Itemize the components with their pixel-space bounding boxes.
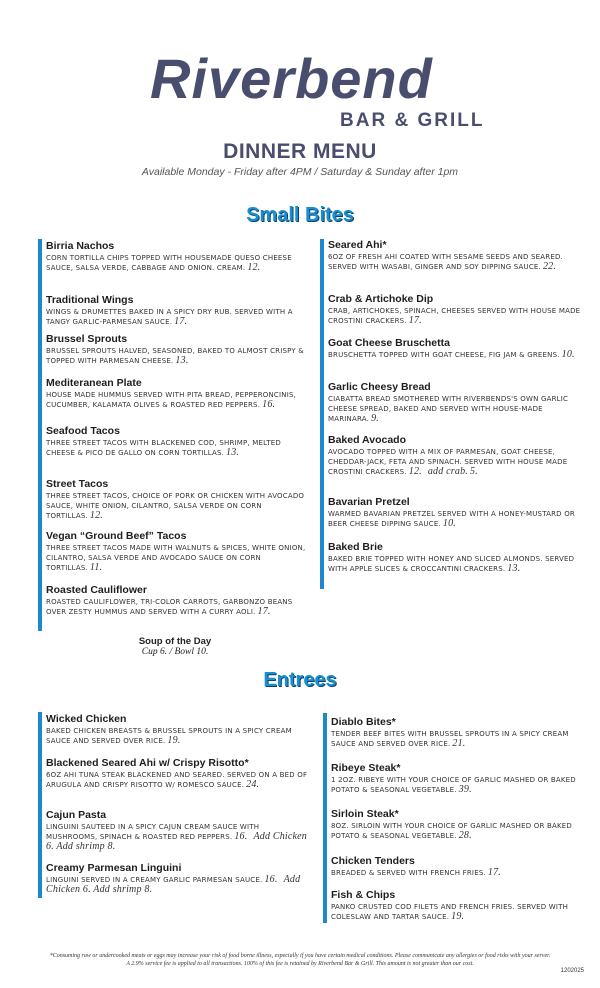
menu-item-name: Crab & Artichoke Dip [328,293,434,305]
menu-item [46,240,308,273]
menu-item-description-text: LINGUINI SERVED IN A CREAMY GARLIC PARMESAN SAUCE. [46,876,263,884]
menu-item [328,541,590,574]
small-bites-left-column [38,239,46,631]
menu-item-name: Mediteranean Plate [46,377,142,389]
menu-item-description-text: CORN TORTILLA CHIPS TOPPED WITH HOUSEMADE QUESO CHEESE SAUCE, SALSA VERDE, CABBAGE AND ONION. CREAM. [46,254,292,272]
menu-item-addon-price: 5. [470,466,478,477]
menu-item-description [46,597,308,617]
menu-item-addon: Add Chicken 6. Add shrimp 8. [46,874,301,895]
menu-item-name: Seafood Tacos [46,425,120,437]
menu-item [46,333,308,366]
menu-item-name: Seared Ahi* [328,239,387,251]
menu-item-price: 13. [175,355,189,366]
restaurant-logo [0,36,600,136]
logo-brand: Riverbend [150,47,433,110]
menu-item [46,862,308,895]
footer-line-1: *Consuming raw or undercooked meats or eggs may increase your risk of food borne illness, especially if you have certain medical conditions. Please communicate any allergies or food risks with your server. [49,953,551,959]
menu-item-price: 13. [226,447,240,458]
menu-item-description-text: WINGS & DRUMETTES BAKED IN A SPICY DRY RUB. SERVED WITH A TANGY GARLIC-PARMESAN SAUCE. [46,308,293,326]
menu-item-description [46,543,308,573]
menu-item-description [331,902,593,922]
menu-item-price: 19. [451,911,465,922]
menu-item-addon: Add Chicken 6. Add shrimp 8. [46,831,308,852]
menu-item-price: 16. [262,399,276,410]
menu-item-price: 10. [561,349,575,360]
menu-item [46,425,308,458]
menu-item-description [46,390,308,410]
menu-item-description-text: 6OZ OF FRESH AHI COATED WITH SESAME SEEDS AND SEARED. SERVED WITH WASABI, GINGER AND SOY DIPPING SAUCE. [328,253,563,271]
menu-item-name: Fish & Chips [331,889,396,901]
menu-item-price: 39. [458,784,472,795]
menu-item [331,762,593,795]
menu-item-description-text: BRUSCHETTA TOPPED WITH GOAT CHEESE, FIG JAM & GREENS. [328,351,560,359]
menu-item-name: Brussel Sprouts [46,333,128,345]
menu-item [46,757,308,790]
menu-item-price: 12. [408,466,422,477]
menu-item-description-text: BREADED & SERVED WITH FRENCH FRIES. [331,869,486,877]
menu-item-name: Street Tacos [46,478,109,490]
menu-item-description [46,875,308,895]
menu-item-price: 10. [442,518,457,529]
menu-item-name: Blackened Seared Ahi w/ Crispy Risotto* [46,757,249,769]
menu-item-description [331,821,593,841]
menu-item-price: 11. [89,562,103,573]
menu-item-description [328,447,590,477]
menu-item-description [328,252,590,272]
menu-item-description [46,307,308,327]
menu-item-name: Creamy Parmesan Linguini [46,862,182,874]
menu-item-name: Cajun Pasta [46,809,107,821]
soup-desc: Cup 6. / Bowl 10. [141,647,209,657]
menu-item-description-text: THREE STREET TACOS, CHOICE OF PORK OR CHICKEN WITH AVOCADO SAUCE, WHITE ONION, CILANTRO, SALSA VERDE ON CORN TORTILLAS. [46,492,305,520]
section-title-small-bites: Small Bites [246,204,354,226]
menu-item-price: 24. [246,779,260,790]
menu-item [328,496,590,529]
menu-item [46,478,308,521]
menu-item-description-text: WARMED BAVARIAN PRETZEL SERVED WITH A HONEY-MUSTARD OR BEER CHEESE DIPPING SAUCE. [328,510,575,528]
menu-item-description-text: BAKED BRIE TOPPED WITH HONEY AND SLICED ALMONDS. SERVED WITH APPLE SLICES & CROCCANTINI CRACKERS. [328,555,575,573]
menu-item [331,855,593,878]
menu-item-name: Roasted Cauliflower [46,584,147,596]
menu-item-name: Sirloin Steak* [331,808,399,820]
menu-item-name: Baked Brie [328,541,383,553]
menu-item-description [328,306,590,326]
menu-item-description-text: 6OZ AHI TUNA STEAK BLACKENED AND SEARED. SERVED ON A BED OF ARUGULA AND CRISPY RISOTTO W/ ROMESCO SAUCE. [46,771,308,789]
menu-item-description-text: THREE STREET TACOS WITH BLACKENED COD, SHRIMP, MELTED CHEESE & PICO DE GALLO ON CORN TORTILLAS. [46,439,281,457]
soup-name: Soup of the Day [138,636,212,647]
menu-item-price: 13. [507,563,521,574]
menu-item-price: 17. [487,867,501,878]
logo-tagline: BAR & GRILL [340,110,485,131]
menu-item [331,716,593,749]
menu-item-name: Traditional Wings [46,294,134,306]
menu-item-name: Bavarian Pretzel [328,496,410,508]
menu-item-name: Wicked Chicken [46,713,127,725]
menu-item-price: 28. [458,830,472,841]
menu-title: DINNER MENU [223,140,377,163]
menu-item-name: Baked Avocado [328,434,406,446]
menu-item [328,337,590,360]
menu-item [328,381,590,424]
menu-item-description [46,726,308,746]
menu-item-description-text: TENDER BEEF BITES WITH BRUSSEL SPROUTS IN A SPICY CREAM SAUCE AND SERVED OVER RICE. [331,730,569,748]
entrees-right-column [323,713,331,923]
menu-item-description-text: BAKED CHICKEN BREASTS & BRUSSEL SPROUTS IN A SPICY CREAM SAUCE AND SERVED OVER RICE. [46,727,292,745]
menu-item-price: 16. [234,831,248,842]
menu-item-description-text: CIABATTA BREAD SMOTHERED WITH RIVERBENDS'S OWN GARLIC CHEESE SPREAD, BAKED AND SERVED WITH HOUSE-MADE MARINARA. [328,395,569,423]
menu-item-description-text: 1 2OZ. RIBEYE WITH YOUR CHOICE OF GARLIC MASHED OR BAKED POTATO & SEASONAL VEGETABLE. [331,776,576,794]
footer-line-2: A 2.9% service fee is applied to all transactions. 100% of this fee is retained by Riverbend Bar & Grill. This amount is not greater than our cost. [126,961,474,967]
section-title-entrees: Entrees [263,669,337,691]
menu-item [46,584,308,617]
menu-item-description-text: 8OZ. SIRLOIN WITH YOUR CHOICE OF GARLIC MASHED OR BAKED POTATO & SEASONAL VEGETABLE. [331,822,572,840]
menu-item-description-text: LINGUINI SAUTEED IN A SPICY CAJUN CREAM SAUCE WITH MUSHROOMS, SPINACH & ROASTED RED PEPPERS. [46,823,260,841]
menu-item-price: 17. [257,606,271,617]
menu-item-name: Diablo Bites* [331,716,396,728]
menu-item-description-text: BRUSSEL SPROUTS HALVED, SEASONED, BAKED TO ALMOST CRISPY & TOPPED WITH PARMESAN CHEESE. [46,347,304,365]
menu-item-description-text: THREE STREET TACOS MADE WITH WALNUTS & SPICES, WHITE ONION, CILANTRO, SALSA VERDE AND AVOCADO SAUCE ON CORN TORTILLAS. [46,544,306,572]
menu-item [46,377,308,410]
soup-of-the-day [120,636,230,657]
menu-item-description-text: CRAB, ARTICHOKES, SPINACH, CHEESES SERVED WITH HOUSE MADE CROSTINI CRACKERS. [328,307,581,325]
menu-item [46,294,308,327]
menu-item-description [46,346,308,366]
menu-item-description [331,868,593,878]
menu-item-name: Chicken Tenders [331,855,415,867]
menu-item-price: 21. [452,738,466,749]
menu-item-price: 19. [167,735,181,746]
menu-item-description [328,350,590,360]
menu-item-price: 12. [89,510,104,521]
menu-item [331,808,593,841]
menu-item-description [46,253,308,273]
menu-item [328,239,590,272]
menu-item-name: Goat Cheese Bruschetta [328,337,450,349]
menu-item-description-text: ROASTED CAULIFLOWER, TRI-COLOR CARROTS, GARBONZO BEANS OVER ZESTY HUMMUS AND SERVED WITH A CURRY AOLI. [46,598,293,616]
menu-item-name: Vegan “Ground Beef” Tacos [46,530,187,542]
menu-item-price: 22. [542,261,557,272]
menu-item-name: Ribeye Steak* [331,762,401,774]
menu-item-description-text: HOUSE MADE HUMMUS SERVED WITH PITA BREAD, PEPPERONCINIS, CUCUMBER, KALAMATA OLIVES & ROASTED RED PEPPERS. [46,391,297,409]
menu-code: 1202025 [560,968,584,974]
menu-item-description [328,394,590,424]
footer-disclaimer [10,952,590,968]
menu-item-description [46,491,308,521]
menu-item-description [331,729,593,749]
menu-item-name: Garlic Cheesy Bread [328,381,431,393]
menu-item [46,809,308,852]
menu-item-price: 17. [174,316,188,327]
menu-item-description [328,554,590,574]
menu-item-description [46,438,308,458]
menu-item-description-text: AVOCADO TOPPED WITH A MIX OF PARMESAN, GOAT CHEESE, CHEDDAR-JACK, FETA AND SPINACH. SERVED WITH HOUSE MADE CROSTINI CRACKERS. [328,448,568,476]
menu-item [328,434,590,477]
menu-item [46,530,308,573]
menu-item-price: 9. [371,413,379,424]
menu-item-addon: add crab. [427,466,468,477]
entrees-left-column [38,712,46,898]
menu-item [328,293,590,326]
menu-item [46,713,308,746]
menu-item-description [331,775,593,795]
menu-item-description [46,770,308,790]
small-bites-right-column [320,239,328,589]
menu-subtitle: Available Monday - Friday after 4PM / Saturday & Sunday after 1pm [141,166,459,178]
menu-item-price: 17. [408,315,422,326]
menu-item-price: 12. [247,262,261,273]
menu-item-description [328,509,590,529]
menu-item-description [46,822,308,852]
menu-item [331,889,593,922]
menu-item-name: Birria Nachos [46,240,115,252]
menu-item-description-text: PANKO CRUSTED COD FILETS AND FRENCH FRIES. SERVED WITH COLESLAW AND TARTAR SAUCE. [331,903,569,921]
menu-item-price: 16. [264,874,278,885]
